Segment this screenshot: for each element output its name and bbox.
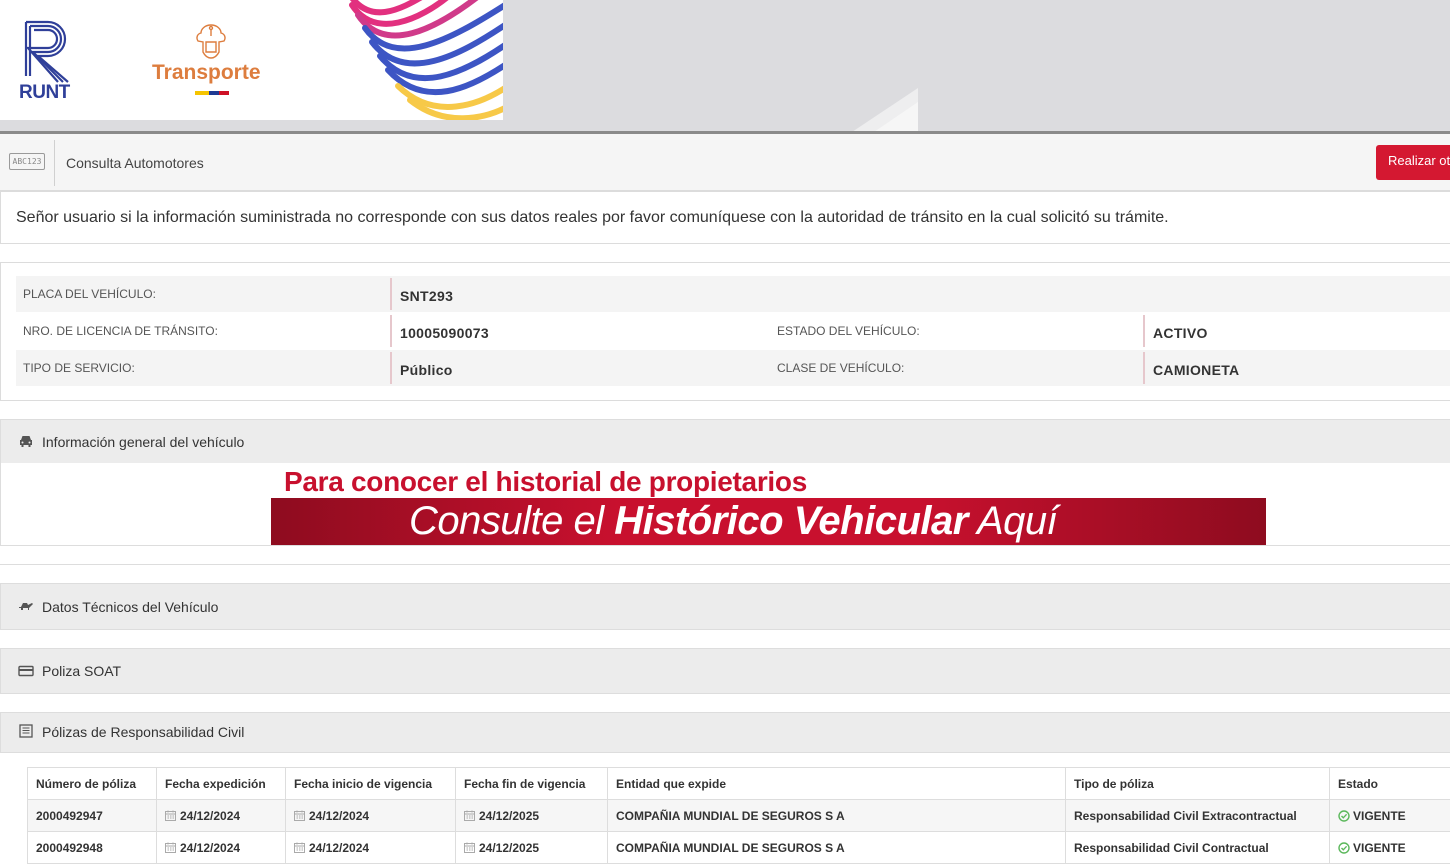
ministry-logo-text: Transporte <box>152 61 261 84</box>
calendar-icon <box>294 842 305 853</box>
section-title: Datos Técnicos del Vehículo <box>42 599 219 615</box>
history-banner-link-text <box>409 498 1057 544</box>
column-header[interactable]: Tipo de póliza <box>1066 768 1330 800</box>
section-general-info[interactable] <box>0 419 1450 464</box>
section-soat[interactable] <box>0 648 1450 694</box>
history-banner-heading[interactable]: Para conocer el historial de propietarios <box>284 466 807 497</box>
colombia-flag-line <box>195 91 229 95</box>
end-date-cell <box>456 800 608 832</box>
banner-text-part: Aquí <box>967 499 1058 543</box>
column-header[interactable]: Entidad que expide <box>608 768 1066 800</box>
car-icon <box>18 434 34 448</box>
calendar-icon <box>464 810 475 821</box>
history-banner-link[interactable] <box>271 498 1266 545</box>
decorative-corner-graphic <box>852 88 918 132</box>
status-cell <box>1330 800 1450 832</box>
vehicle-summary <box>0 262 1450 401</box>
issue-date: 24/12/2024 <box>180 808 241 823</box>
banner-text-emphasis: Histórico Vehicular <box>614 499 968 543</box>
column-header[interactable]: Fecha expedición <box>157 768 286 800</box>
calendar-icon <box>165 842 176 853</box>
end-date: 24/12/2025 <box>479 840 540 855</box>
service-value: Público <box>400 362 453 378</box>
decorative-wave-graphic <box>340 0 503 120</box>
issue-date: 24/12/2024 <box>180 840 241 855</box>
class-value: CAMIONETA <box>1153 362 1240 378</box>
policies-table-wrapper <box>27 767 1450 864</box>
license-plate-icon: ABC123 <box>9 153 45 170</box>
license-row <box>16 313 1450 349</box>
issuing-entity: COMPAÑIA MUNDIAL DE SEGUROS S A <box>608 800 1066 832</box>
section-title: Poliza SOAT <box>42 663 122 679</box>
status-value: ACTIVO <box>1153 325 1208 341</box>
table-row <box>28 800 1450 832</box>
issue-date-cell <box>157 800 286 832</box>
calendar-icon <box>165 810 176 821</box>
policy-status: VIGENTE <box>1353 840 1406 855</box>
header-logo-area <box>0 0 503 120</box>
status-cell <box>1330 832 1450 864</box>
banner-text-part: Consulte el <box>409 499 615 543</box>
plate-label: PLACA DEL VEHÍCULO: <box>23 287 156 301</box>
start-date: 24/12/2024 <box>309 808 370 823</box>
user-notice <box>0 191 1450 244</box>
column-header[interactable]: Número de póliza <box>28 768 157 800</box>
field-separator <box>390 315 392 347</box>
table-header-row <box>28 768 1450 800</box>
national-seal-icon <box>193 22 229 60</box>
calendar-icon <box>464 842 475 853</box>
start-date-cell <box>286 832 456 864</box>
issuing-entity: COMPAÑIA MUNDIAL DE SEGUROS S A <box>608 832 1066 864</box>
class-label: CLASE DE VEHÍCULO: <box>777 361 905 375</box>
issue-date-cell <box>157 832 286 864</box>
field-separator <box>390 278 392 310</box>
field-separator <box>1143 352 1145 384</box>
list-icon <box>18 724 34 738</box>
end-date: 24/12/2025 <box>479 808 540 823</box>
status-label: ESTADO DEL VEHÍCULO: <box>777 324 920 338</box>
toolbar-separator <box>54 140 55 186</box>
plate-row <box>16 276 1450 312</box>
policies-table <box>27 767 1450 864</box>
service-label: TIPO DE SERVICIO: <box>23 361 135 375</box>
truck-icon <box>18 599 34 613</box>
start-date-cell <box>286 800 456 832</box>
query-toolbar <box>0 134 1450 191</box>
policy-status: VIGENTE <box>1353 808 1406 823</box>
section-title: Información general del vehículo <box>42 434 245 450</box>
column-header[interactable]: Estado <box>1330 768 1450 800</box>
policy-number: 2000492947 <box>28 800 157 832</box>
calendar-icon <box>294 810 305 821</box>
notice-text: Señor usuario si la información suministrada no corresponde con sus datos reales por favor comuníquese con la autoridad de tránsito en la cual solicitó su trámite. <box>16 209 1169 226</box>
check-circle-icon <box>1338 810 1350 822</box>
license-value: 10005090073 <box>400 325 489 341</box>
credit-card-icon <box>18 664 34 678</box>
plate-value: SNT293 <box>400 288 454 304</box>
policy-type: Responsabilidad Civil Extracontractual <box>1066 800 1330 832</box>
end-date-cell <box>456 832 608 864</box>
section-title: Pólizas de Responsabilidad Civil <box>42 724 245 740</box>
table-row <box>28 832 1450 864</box>
section-civil-liability[interactable] <box>0 712 1450 753</box>
page-title: Consulta Automotores <box>66 155 204 171</box>
field-separator <box>1143 315 1145 347</box>
field-separator <box>390 352 392 384</box>
column-header[interactable]: Fecha inicio de vigencia <box>286 768 456 800</box>
policy-type: Responsabilidad Civil Contractual <box>1066 832 1330 864</box>
policy-number: 2000492948 <box>28 832 157 864</box>
service-row <box>16 350 1450 386</box>
check-circle-icon <box>1338 842 1350 854</box>
start-date: 24/12/2024 <box>309 840 370 855</box>
new-query-button[interactable]: Realizar ot <box>1376 145 1450 180</box>
section-technical-data[interactable] <box>0 583 1450 630</box>
license-label: NRO. DE LICENCIA DE TRÁNSITO: <box>23 324 218 338</box>
site-header <box>0 0 1450 132</box>
column-header[interactable]: Fecha fin de vigencia <box>456 768 608 800</box>
runt-logo-text: RUNT <box>19 82 70 103</box>
divider <box>0 564 1450 565</box>
